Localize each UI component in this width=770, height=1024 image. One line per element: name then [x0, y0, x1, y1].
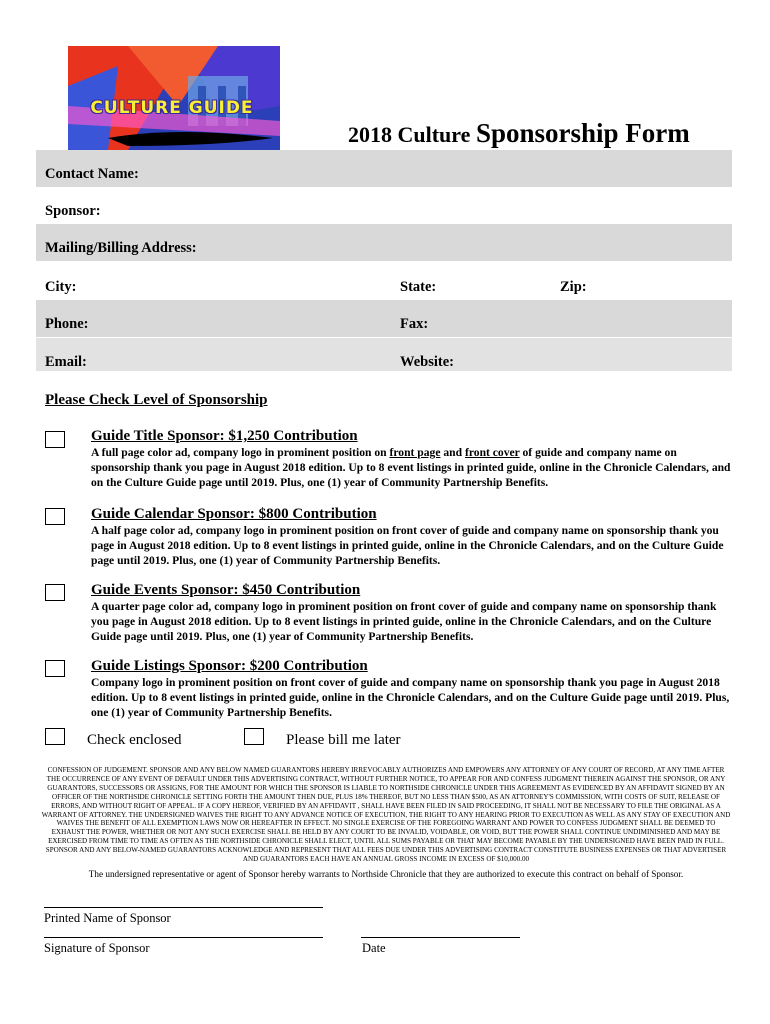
level-description: A full page color ad, company logo in prominent position on front page and front cover of guide and company name on sponsorship thank you page in August 2018 edition. Up to 8 event listings in printed guide, online in the Chronicle Calendars, and on the Culture Guide page until 2019. Plus, one (1) year of Community Partnership Benefits. — [91, 446, 731, 489]
contact-name-row[interactable] — [36, 150, 732, 187]
level-title: Guide Events Sponsor: $450 Contribution — [91, 582, 361, 598]
title-sponsor-checkbox[interactable] — [45, 431, 65, 448]
events-sponsor-level — [91, 581, 731, 644]
address-label: Mailing/Billing Address: — [45, 240, 197, 256]
printed-name-label: Printed Name of Sponsor — [44, 911, 171, 925]
title-main: Sponsorship Form — [475, 118, 690, 148]
phone-fax-row[interactable] — [36, 300, 732, 337]
city-state-zip-row[interactable] — [36, 263, 732, 300]
listings-sponsor-level — [91, 657, 731, 720]
contact-name-label: Contact Name: — [45, 166, 139, 182]
city-label: City: — [45, 279, 77, 295]
calendar-sponsor-level — [91, 505, 731, 568]
authorization-warrant-text: The undersigned representative or agent of Sponsor hereby warrants to Northside Chronicle that they are authorized to execute this contract on behalf of Sponsor. — [88, 869, 684, 879]
events-sponsor-checkbox[interactable] — [45, 584, 65, 601]
email-website-row[interactable] — [36, 338, 732, 371]
level-title: Guide Listings Sponsor: $200 Contribution — [91, 658, 368, 674]
bill-later-checkbox[interactable] — [244, 728, 264, 745]
signature-line[interactable] — [44, 937, 323, 938]
check-enclosed-checkbox[interactable] — [45, 728, 65, 745]
check-enclosed-label: Check enclosed — [87, 732, 182, 748]
culture-guide-logo — [68, 46, 280, 150]
state-label: State: — [400, 279, 437, 295]
title-sponsor-level — [91, 427, 731, 490]
listings-sponsor-checkbox[interactable] — [45, 660, 65, 677]
calendar-sponsor-checkbox[interactable] — [45, 508, 65, 525]
level-description: Company logo in prominent position on front cover of guide and company name on sponsorship thank you page in August 2018 edition. Up to 8 event listings in printed guide, online in the Chronicle Calendars, and on the Culture Guide page until 2019. Plus, one (1) year of Community Partnership Benefits. — [91, 676, 730, 719]
fax-label: Fax: — [400, 316, 429, 332]
level-title: Guide Title Sponsor: $1,250 Contribution — [91, 428, 358, 444]
confession-of-judgement-text: CONFESSION OF JUDGEMENT. SPONSOR AND ANY BELOW NAMED GUARANTORS HEREBY IRREVOCABLY AUTHORIZES AND EMPOWERS ANY ATTORNEY OF ANY COURT OF RECORD, AT ANY TIME AFTER THE OCCURRENCE OF ANY EVENT OF DEFAULT UNDER THIS ADVERTISING CONTRACT, WITHOUT FURTHER NOTICE, TO APPEAR FOR AND CONFESS JUDGMENT THEREIN AGAINST THE SPONSOR, OR ANY GUARANTORS, SUCCESSORS OR ASSIGNS, FOR THE AMOUNT FOR WHICH THE SPONSOR IS LIABLE TO NORTHSIDE CHRONICLE UNDER THIS AGREEMENT AS EVIDENCED BY AN AFFIDAVIT SIGNED BY AN OFFICER OF THE NORTHSIDE CHRONICLE SETTING FORTH THE AMOUNT THEN DUE, PLUS 18% THEREOF, BUT NO LESS THAN $500, AS AN ATTORNEY'S COMMISSION, WITH COSTS OF SUIT, RELEASE OF ERRORS, AND WITHOUT RIGHT OF APPEAL. IF A COPY HEREOF, VERIFIED BY AN AFFIDAVIT , SHALL HAVE BEEN FILED IN SAID PROCEEDING, IT SHALL NOT BE NECESSARY TO FILE THE ORIGINAL AS A WARRANT OF ATTORNEY. THE UNDERSIGNED WAIVES THE RIGHT TO ANY ADVANCE NOTICE OF EXECUTION, THE RIGHT TO ANY HEARING PRIOR TO EXECUTION AS WELL AS ANY STAY OF EXECUTION AND WAIVES THE BENEFIT OF ALL EXEMPTION LAWS NOW OR HEREAFTER IN EFFECT. NO SINGLE EXERCISE OF THE FOREGOING WARRANT AND POWER TO CONFESS JUDGMENT SHALL BE DEEMED TO EXHAUST THE POWER, WHETHER OR NOT ANY SUCH EXERCISE SHALL BE HELD BY ANY COURT TO BE INVALID, VOIDABLE, OR VOID, BUT THE POWER SHALL CONTINUE UNDIMINISHED AND MAY BE EXERCISED FROM TIME TO TIME AS OFTEN AS THE NORTHSIDE CHRONICLE SHALL ELECT, UNTIL ALL SUMS PAYABLE OR THAT MAY BECOME PAYABLE BY THE UNDERSIGNED HAVE BEEN PAID IN FULL. SPONSOR AND ANY BELOW-NAMED GUARANTORS ACKNOWLEDGE AND REPRESENT THAT ALL FEES DUE UNDER THIS ADVERTISING CONTRACT CONSTITUTE BUSINESS EXPENSES OR THAT ADVERTISER AND GUARANTORS EACH HAVE AN ANNUAL GROSS INCOME IN EXCESS OF $10,000.00 — [41, 766, 731, 864]
title-year: 2018 Culture — [348, 122, 471, 147]
sponsor-label: Sponsor: — [45, 203, 101, 219]
printed-name-line[interactable] — [44, 907, 323, 908]
sponsor-row[interactable] — [36, 187, 732, 224]
page-title — [348, 118, 748, 149]
website-label: Website: — [400, 354, 454, 370]
date-label: Date — [362, 941, 386, 955]
sponsorship-level-heading: Please Check Level of Sponsorship — [45, 392, 268, 408]
level-description: A half page color ad, company logo in prominent position on front cover of guide and company name on sponsorship thank you page in August 2018 edition. Up to 8 event listings in printed guide, online in the Chronicle Calendars, and on the Culture Guide page until 2019. Plus, one (1) year of Community Partnership Benefits. — [91, 524, 724, 567]
email-label: Email: — [45, 354, 87, 370]
phone-label: Phone: — [45, 316, 89, 332]
zip-label: Zip: — [560, 279, 587, 295]
level-title: Guide Calendar Sponsor: $800 Contribution — [91, 506, 377, 522]
logo-text: CULTURE GUIDE — [90, 98, 254, 118]
signature-label: Signature of Sponsor — [44, 941, 150, 955]
level-description: A quarter page color ad, company logo in prominent position on front cover of guide and company name on sponsorship thank you page in August 2018 edition. Up to 8 event listings in printed guide, online in the Chronicle Calendars, and on the Culture Guide page until 2019. Plus, one (1) year of Community Partnership Benefits. — [91, 600, 717, 643]
bill-later-label: Please bill me later — [286, 732, 401, 748]
date-line[interactable] — [361, 937, 520, 938]
address-row[interactable] — [36, 224, 732, 261]
